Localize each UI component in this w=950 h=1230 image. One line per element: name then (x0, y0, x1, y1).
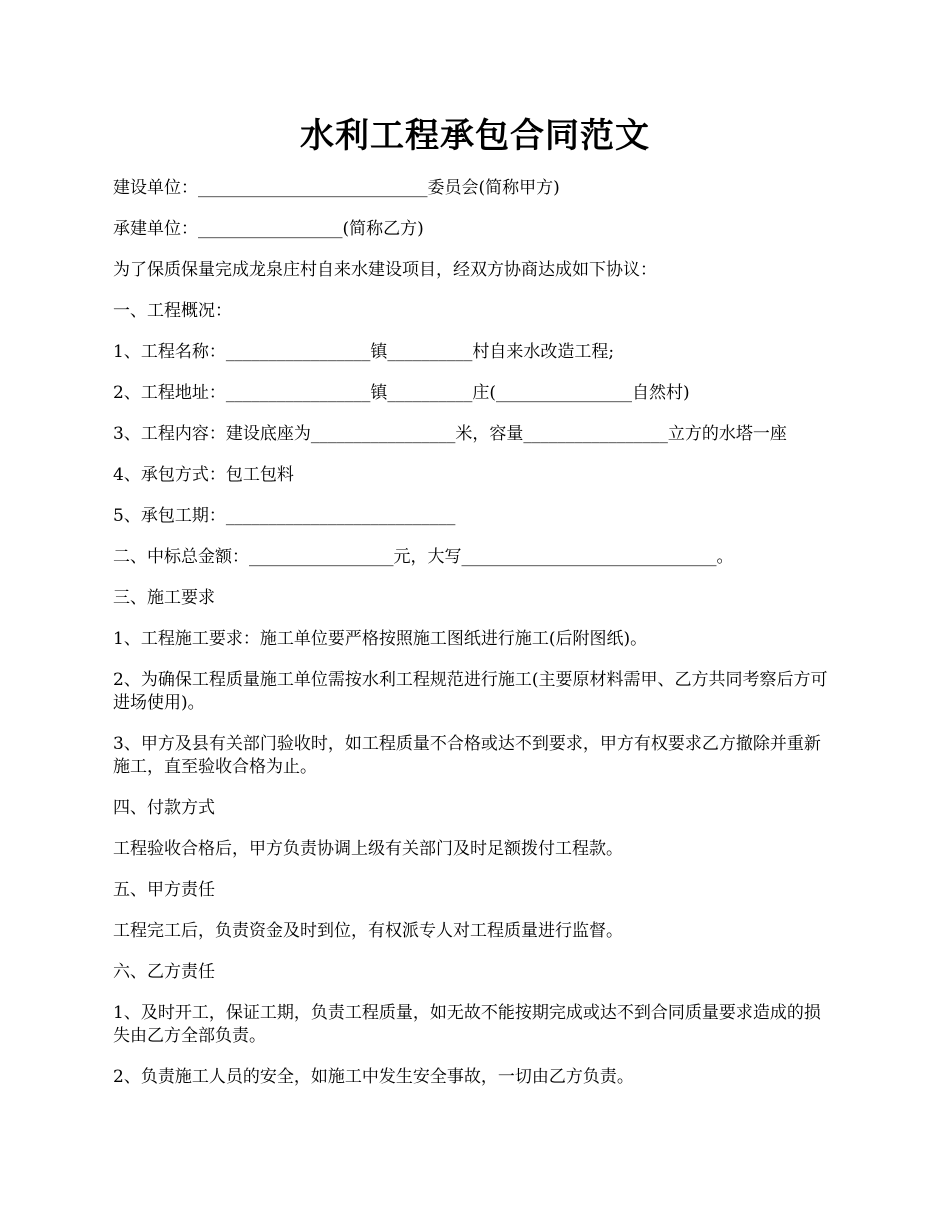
section-heading-total-amount: 二、中标总金额：_________________元，大写______________________________。 (113, 547, 734, 567)
paragraph-requirement-2: 2、为确保工程质量施工单位需按水利工程规范进行施工(主要原材料需甲、乙方共同考察后方可进场使用)。 (113, 670, 828, 713)
paragraph-construction-unit: 建设单位：___________________________委员会(简称甲方) (113, 178, 560, 198)
paragraph-contractor-unit: 承建单位：_________________(简称乙方) (113, 219, 424, 239)
section-heading-party-a: 五、甲方责任 (113, 880, 215, 900)
paragraph-party-a: 工程完工后，负责资金及时到位，有权派专人对工程质量进行监督。 (113, 921, 623, 941)
document-body (113, 177, 837, 1107)
paragraph-payment: 工程验收合格后，甲方负责协调上级有关部门及时足额拨付工程款。 (113, 839, 623, 859)
paragraph-project-name: 1、工程名称：_________________镇__________村自来水改造工程; (113, 342, 615, 362)
paragraph-project-content: 3、工程内容：建设底座为_________________米，容量_________________立方的水塔一座 (113, 424, 787, 444)
paragraph-party-b-1: 1、及时开工，保证工期，负责工程质量，如无故不能按期完成或达不到合同质量要求造成的损失由乙方全部负责。 (113, 1003, 821, 1046)
section-heading-payment: 四、付款方式 (113, 798, 215, 818)
section-heading-overview: 一、工程概况： (113, 301, 232, 321)
paragraph-requirement-1: 1、工程施工要求：施工单位要严格按照施工图纸进行施工(后附图纸)。 (113, 629, 648, 649)
document-title: 水利工程承包合同范文 (300, 116, 650, 156)
paragraph-requirement-3: 3、甲方及县有关部门验收时，如工程质量不合格或达不到要求，甲方有权要求乙方撤除并重新施工，直至验收合格为止。 (113, 734, 821, 777)
paragraph-contract-method: 4、承包方式：包工包料 (113, 465, 294, 485)
paragraph-contract-period: 5、承包工期：___________________________ (113, 506, 456, 526)
paragraph-project-address: 2、工程地址：_________________镇__________庄(________________自然村) (113, 383, 690, 403)
section-heading-party-b: 六、乙方责任 (113, 962, 215, 982)
section-heading-construction-requirements: 三、施工要求 (113, 588, 215, 608)
paragraph-preamble: 为了保质保量完成龙泉庄村自来水建设项目，经双方协商达成如下协议： (113, 260, 657, 280)
paragraph-party-b-2: 2、负责施工人员的安全，如施工中发生安全事故，一切由乙方负责。 (113, 1067, 634, 1087)
